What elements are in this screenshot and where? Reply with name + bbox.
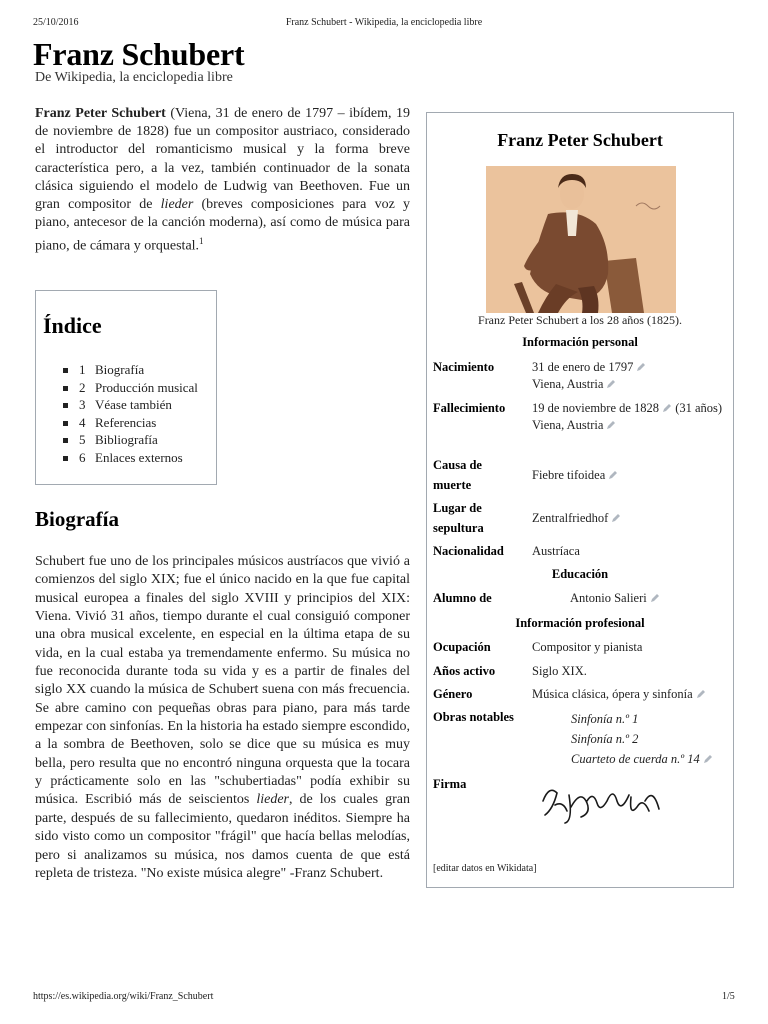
toc-item[interactable] — [63, 396, 198, 414]
toc-number: 5 — [79, 432, 86, 447]
genre-link[interactable]: Música clásica, ópera y sinfonía — [532, 687, 693, 701]
toc-item[interactable] — [63, 379, 198, 397]
value-causa-muerte — [532, 467, 728, 484]
label-nacimiento: Nacimiento — [433, 360, 495, 374]
intro-text-1: (Viena, 31 de enero de 1797 – ibídem, 19 de noviembre de 1828) fue un compositor austriaco, considerado el introductor del romanticismo musical y la forma breve característica pero, a la vez, también continuador de la sonata clásica siguiendo el modelo de Ludwig van Beethoven. Fue un gran compositor de — [35, 106, 410, 213]
label-causa-muerte: Causa de muerte — [433, 458, 482, 492]
intro-text-2: (breves composiciones para voz y piano, antecesor de la canción moderna), así como de música para piano, de cámara y orquestal. — [35, 197, 410, 255]
section-education: Educación — [551, 567, 609, 581]
toc-item[interactable] — [63, 414, 198, 432]
toc-label[interactable]: Bibliografía — [95, 432, 158, 447]
label-obras-notables: Obras notables — [433, 710, 514, 724]
burial-place[interactable]: Zentralfriedhof — [532, 511, 609, 525]
age-at-death: (31 años) — [672, 401, 723, 415]
toc-number: 1 — [79, 362, 86, 377]
value-lugar-sepultura — [532, 510, 728, 527]
toc-item[interactable] — [63, 431, 198, 449]
edit-pencil-icon[interactable] — [608, 470, 618, 480]
death-place[interactable]: Viena, Austria — [532, 418, 604, 432]
infobox-title: Franz Peter Schubert — [497, 130, 663, 150]
intro-paragraph — [35, 105, 410, 256]
edit-pencil-icon[interactable] — [611, 513, 621, 523]
notable-work-link[interactable]: Sinfonía n.º 1 — [571, 712, 639, 726]
label-alumno-de: Alumno de — [433, 591, 492, 605]
lieder-link[interactable]: lieder — [256, 792, 289, 808]
cause-of-death[interactable]: Fiebre tifoidea — [532, 468, 606, 482]
page-title: Franz Schubert — [33, 36, 245, 72]
toc-list — [63, 361, 198, 466]
table-of-contents — [35, 290, 217, 485]
print-page-number: 1/5 — [722, 991, 735, 1002]
edit-pencil-icon[interactable] — [703, 754, 713, 764]
value-genero — [532, 686, 728, 703]
value-ocupacion: Compositor y pianista — [532, 640, 643, 654]
label-firma: Firma — [433, 777, 467, 791]
toc-item[interactable] — [63, 449, 198, 467]
bio-text-1: Schubert fue uno de los principales músicos austríacos que vivió a comienzos del siglo XIX; fue el único nacido en la que fue capital musical europea a finales del siglo XVIII y principios del XIX: Viena. Vivió 31 años, tiempo durante el cual consiguió componer una obra musical excelente, en especial en la última etapa de su vida, en la cual estaba ya tremendamente enfermo. Su música no fue reconocida durante toda su vida y es a partir de finales del siglo XX cuando la música de Schubert suena con más frecuencia. Se abre camino con pequeñas obras para piano, para más tarde empezar con sinfonías. En la historia ha estado siempre escondido, a la sombra de Beethoven, solo se dice que su música es muy bella, pero resulta que no encontró ninguna orquesta que la tocara y prácticamente solo en las "schubertiadas" podía exhibir su música. Escribió más de seiscientos — [35, 554, 410, 808]
toc-label[interactable]: Referencias — [95, 414, 157, 430]
value-alumno-de — [570, 590, 766, 607]
edit-pencil-icon[interactable] — [662, 403, 672, 413]
toc-label[interactable]: Véase también — [95, 397, 172, 412]
bio-text-2: , de los cuales gran parte, después de su fallecimiento, quedaron inéditos. Siempre ha sido visto como un compositor "frágil" que hacía bellas melodías, pero si analizamos su música, nos damos cuenta de que está repleta de tristeza. "No existe música alegre" -Franz Schubert. — [35, 792, 410, 881]
edit-wikidata-link[interactable]: [editar datos en Wikidata] — [433, 863, 537, 874]
lieder-link[interactable]: lieder — [160, 197, 194, 213]
toc-number: 2 — [79, 379, 86, 395]
toc-title: Índice — [43, 313, 102, 338]
value-obras-notables — [571, 709, 767, 769]
edit-pencil-icon[interactable] — [696, 689, 706, 699]
toc-label[interactable]: Enlaces externos — [95, 449, 183, 465]
toc-item[interactable] — [63, 361, 198, 379]
toc-label[interactable]: Producción musical — [95, 379, 198, 395]
portrait-caption: Franz Peter Schubert a los 28 años (1825). — [478, 313, 682, 327]
label-nacionalidad: Nacionalidad — [433, 544, 504, 558]
toc-number: 6 — [79, 449, 86, 465]
infobox — [426, 112, 734, 888]
label-genero: Género — [433, 687, 473, 701]
reference-link[interactable]: 1 — [199, 236, 204, 247]
edit-pencil-icon[interactable] — [606, 379, 616, 389]
print-date: 25/10/2016 — [33, 17, 79, 28]
signature-image[interactable] — [535, 771, 670, 841]
death-date[interactable]: 19 de noviembre de 1828 — [532, 401, 660, 415]
teacher-link[interactable]: Antonio Salieri — [570, 591, 647, 605]
label-anos-activo: Años activo — [433, 664, 496, 678]
portrait-image[interactable] — [486, 166, 676, 313]
notable-work-link[interactable]: Sinfonía n.º 2 — [571, 732, 639, 746]
section-personal-info: Información personal — [522, 335, 638, 349]
edit-pencil-icon[interactable] — [650, 593, 660, 603]
biografia-paragraph — [35, 553, 410, 883]
print-page-title: Franz Schubert - Wikipedia, la enciclopedia libre — [285, 17, 483, 28]
toc-number: 3 — [79, 397, 86, 412]
label-fallecimiento: Fallecimiento — [433, 401, 506, 415]
label-ocupacion: Ocupación — [433, 640, 491, 654]
label-lugar-sepultura: Lugar de sepultura — [433, 501, 484, 535]
value-fallecimiento — [532, 400, 728, 434]
section-professional-info: Información profesional — [515, 616, 645, 630]
toc-number: 4 — [79, 414, 86, 430]
edit-pencil-icon[interactable] — [636, 362, 646, 372]
birth-date[interactable]: 31 de enero de 1797 — [532, 360, 634, 374]
page-subtitle: De Wikipedia, la enciclopedia libre — [35, 70, 233, 85]
value-nacionalidad: Austríaca — [532, 544, 580, 558]
value-anos-activo: Siglo XIX. — [532, 664, 587, 678]
section-heading-biografia: Biografía — [35, 507, 119, 531]
toc-label[interactable]: Biografía — [95, 362, 145, 377]
birth-place[interactable]: Viena, Austria — [532, 377, 604, 391]
edit-pencil-icon[interactable] — [606, 420, 616, 430]
subject-name: Franz Peter Schubert — [35, 106, 166, 121]
print-url: https://es.wikipedia.org/wiki/Franz_Schubert — [33, 991, 214, 1002]
value-nacimiento — [532, 359, 728, 393]
notable-work-link[interactable]: Cuarteto de cuerda n.º 14 — [571, 752, 700, 766]
